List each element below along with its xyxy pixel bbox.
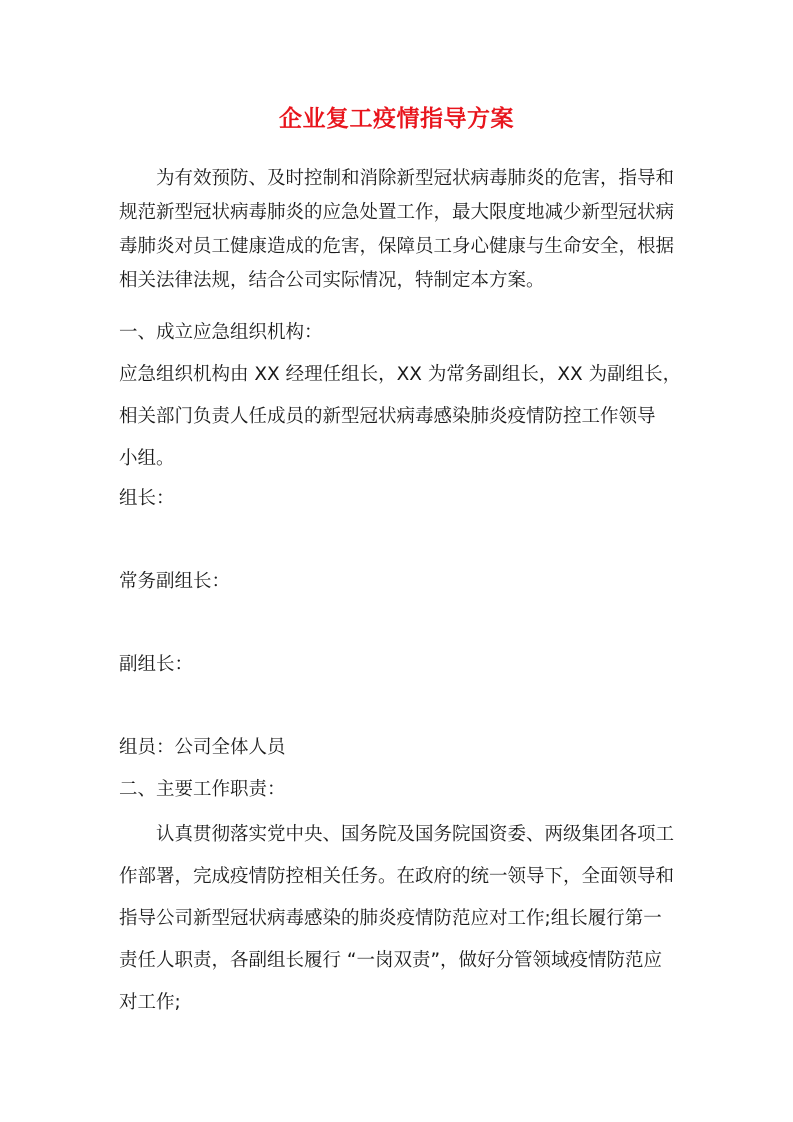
section1-line: 小组。: [119, 448, 175, 469]
document-title: 企业复工疫情指导方案: [279, 106, 514, 132]
role-list: [119, 482, 679, 765]
role-members: 组员：公司全体人员: [119, 737, 286, 758]
intro-line: 毒肺炎对员工健康造成的危害，保障员工身心健康与生命安全，根据: [119, 236, 675, 257]
intro-line: 为有效预防、及时控制和消除新型冠状病毒肺炎的危害，指导和: [156, 168, 675, 189]
section2-line: 责任人职责，各副组长履行 “一岗双责”，做好分管领域疫情防范应: [119, 950, 663, 971]
section2-heading-block: [119, 773, 679, 807]
section2-line: 对工作;: [119, 992, 181, 1013]
intro-line: 相关法律法规，结合公司实际情况，特制定本方案。: [119, 270, 545, 291]
role-deputy: 副组长：: [119, 654, 194, 675]
role-executive-deputy: 常务副组长：: [119, 571, 231, 592]
section2-heading: 二、主要工作职责：: [119, 779, 286, 800]
intro-paragraph: [119, 162, 679, 298]
section1-heading: 一、成立应急组织机构：: [119, 322, 323, 343]
section2-line: 认真贯彻落实党中央、国务院及国务院国资委、两级集团各项工: [156, 824, 675, 845]
section2: [119, 818, 679, 1028]
section1: [119, 316, 682, 484]
section2-line: 作部署，完成疫情防控相关任务。在政府的统一领导下，全面领导和: [119, 866, 675, 887]
section2-line: 指导公司新型冠状病毒感染的肺炎疫情防范应对工作;组长履行第一: [119, 908, 662, 929]
section1-line: 相关部门负责人任成员的新型冠状病毒感染肺炎疫情防控工作领导: [119, 406, 656, 427]
role-leader: 组长：: [119, 488, 175, 509]
section1-line: 应急组织机构由 XX 经理任组长，XX 为常务副组长，XX 为副组长，: [119, 364, 682, 385]
intro-line: 规范新型冠状病毒肺炎的应急处置工作，最大限度地减少新型冠状病: [119, 202, 675, 223]
